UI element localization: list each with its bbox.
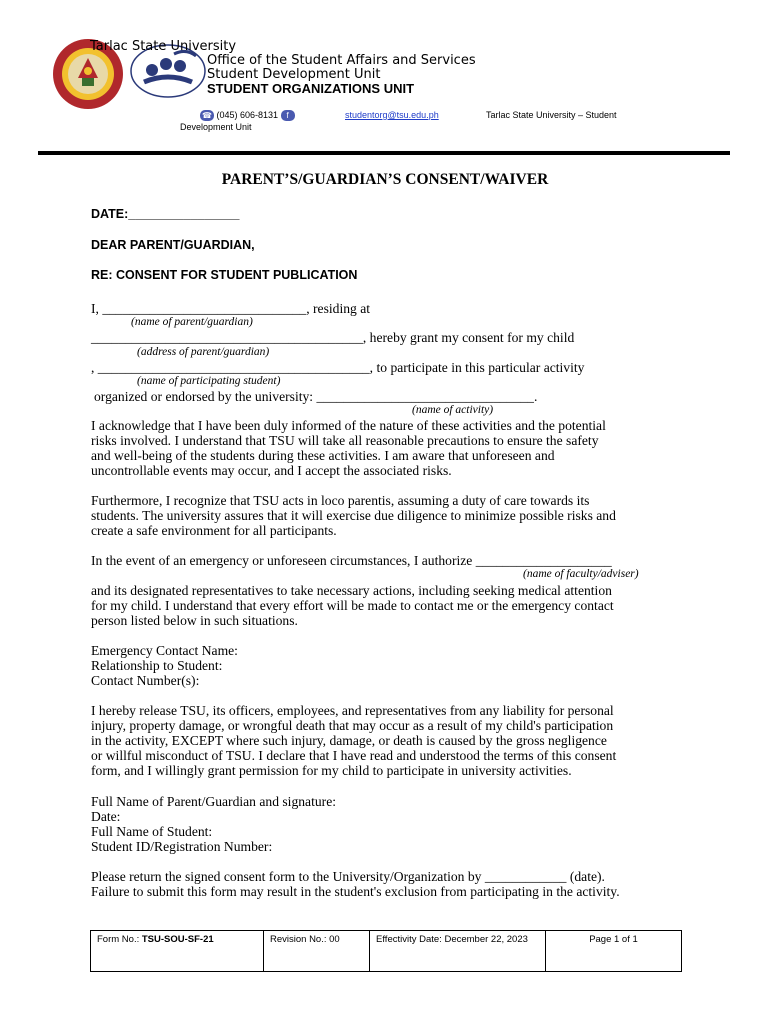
student-full-name: Full Name of Student: bbox=[91, 824, 213, 839]
paragraph-line: students. The university assures that it will exercise due diligence to minimize possible risks and bbox=[91, 508, 616, 523]
paragraph-line: I hereby release TSU, its officers, employees, and representatives from any liability for personal bbox=[91, 703, 614, 718]
release-paragraph bbox=[91, 703, 616, 778]
unit-name: Student Development Unit bbox=[207, 67, 381, 82]
emergency-contact-block bbox=[91, 643, 238, 688]
form-number-cell bbox=[91, 931, 264, 971]
paragraph-line: person listed below in such situations. bbox=[91, 613, 298, 628]
form-number-label: Form No.: bbox=[97, 934, 140, 945]
email-link[interactable]: studentorg@tsu.edu.ph bbox=[345, 110, 439, 120]
revision-cell: Revision No.: 00 bbox=[264, 931, 370, 971]
emergency-contact-name: Emergency Contact Name: bbox=[91, 643, 238, 658]
relationship-to-student: Relationship to Student: bbox=[91, 658, 223, 673]
parent-name-caption: (name of parent/guardian) bbox=[131, 316, 253, 328]
phone-icon: ☎ bbox=[200, 110, 214, 121]
paragraph-line: Please return the signed consent form to the University/Organization by ____________ (date). bbox=[91, 869, 605, 884]
contact-numbers: Contact Number(s): bbox=[91, 673, 200, 688]
facebook-page-name: Tarlac State University – Student bbox=[486, 110, 617, 120]
document-title: PARENT’S/GUARDIAN’S CONSENT/WAIVER bbox=[221, 171, 549, 188]
acknowledgement-paragraph bbox=[91, 418, 606, 478]
parent-full-name-signature: Full Name of Parent/Guardian and signature: bbox=[91, 794, 336, 809]
emergency-authorization-line: In the event of an emergency or unforeseen circumstances, I authorize ____________________ bbox=[91, 553, 612, 568]
paragraph-line: uncontrollable events may occur, and I accept the associated risks. bbox=[91, 463, 452, 478]
paragraph-line: injury, property damage, or wrongful death that may occur as a result of my child's participation bbox=[91, 718, 614, 733]
address-caption: (address of parent/guardian) bbox=[137, 346, 270, 358]
student-name-caption: (name of participating student) bbox=[137, 375, 281, 387]
org-unit-name: STUDENT ORGANIZATIONS UNIT bbox=[207, 81, 415, 96]
facebook-icon: f bbox=[281, 110, 295, 121]
paragraph-line: Furthermore, I recognize that TSU acts in loco parentis, assuming a duty of care towards its bbox=[91, 493, 590, 508]
subject-line: RE: CONSENT FOR STUDENT PUBLICATION bbox=[91, 268, 358, 282]
paragraph-line: and its designated representatives to take necessary actions, including seeking medical attention bbox=[91, 583, 612, 598]
phone-contact bbox=[200, 110, 295, 121]
paragraph-line: in the activity, EXCEPT where such injury, damage, or death is caused by the gross negligence bbox=[91, 733, 607, 748]
address-field: ________________________________________, hereby grant my consent for my child bbox=[91, 330, 575, 345]
signature-block bbox=[91, 794, 336, 854]
paragraph-line: I acknowledge that I have been duly informed of the nature of these activities and the potential bbox=[91, 418, 606, 433]
form-number: TSU-SOU-SF-21 bbox=[141, 934, 214, 945]
phone-number: (045) 606-8131 bbox=[216, 110, 279, 120]
header-divider bbox=[38, 151, 730, 155]
activity-field: organized or endorsed by the university: ________________________________. bbox=[94, 389, 538, 404]
loco-parentis-paragraph bbox=[91, 493, 616, 538]
student-id-number: Student ID/Registration Number: bbox=[91, 839, 273, 854]
paragraph-line: risks involved. I understand that TSU will take all reasonable precautions to ensure the safety bbox=[91, 433, 599, 448]
emergency-paragraph bbox=[91, 583, 614, 628]
page-number-cell: Page 1 of 1 bbox=[589, 934, 638, 945]
paragraph-line: and well-being of the students during these activities. I am aware that unforeseen and bbox=[91, 448, 555, 463]
faculty-caption: (name of faculty/adviser) bbox=[523, 568, 639, 580]
student-name-field: , ________________________________________, to participate in this particular activity bbox=[91, 360, 585, 375]
date-field: DATE:________________ bbox=[91, 207, 240, 221]
paragraph-line: for my child. I understand that every effort will be made to contact me or the emergency contact bbox=[91, 598, 614, 613]
salutation: DEAR PARENT/GUARDIAN, bbox=[91, 238, 255, 252]
university-name: Tarlac State University bbox=[90, 39, 237, 54]
activity-caption: (name of activity) bbox=[412, 404, 494, 416]
paragraph-line: Failure to submit this form may result in the student's exclusion from participating in the activity. bbox=[91, 884, 620, 899]
effectivity-cell: Effectivity Date: December 22, 2023 bbox=[370, 931, 546, 971]
signature-date: Date: bbox=[91, 809, 121, 824]
paragraph-line: or willful misconduct of TSU. I declare that I have read and understood the terms of this consent bbox=[91, 748, 617, 763]
paragraph-line: form, and I willingly grant permission for my child to participate in university activities. bbox=[91, 763, 572, 778]
form-info-table bbox=[90, 930, 682, 972]
paragraph-line: create a safe environment for all participants. bbox=[91, 523, 337, 538]
office-name: Office of the Student Affairs and Services bbox=[207, 53, 476, 68]
return-instructions bbox=[91, 869, 620, 899]
parent-name-field: I, ______________________________, residing at bbox=[91, 301, 371, 316]
facebook-page-name-cont: Development Unit bbox=[180, 122, 252, 132]
